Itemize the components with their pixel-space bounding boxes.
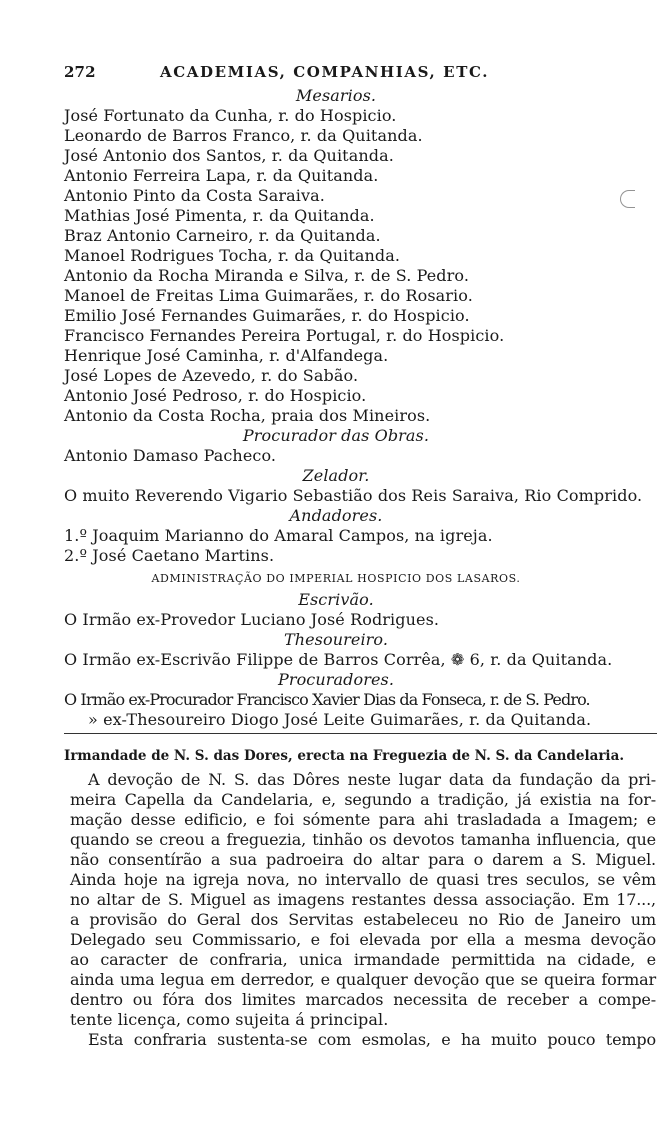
escrivao-heading: Escrivão. bbox=[298, 590, 374, 609]
paragraph-line: ainda uma legua em derredor, e qualquer devoção que se queira formar bbox=[70, 970, 656, 989]
list-item: Mathias José Pimenta, r. da Quitanda. bbox=[64, 206, 375, 225]
paragraph-line: no altar de S. Miguel as imagens restantes dessa associação. Em 17..., bbox=[70, 890, 656, 909]
andadores-heading: Andadores. bbox=[289, 506, 383, 525]
paragraph-line: quando se creou a freguezia, tinhão os devotos tamanha influencia, que bbox=[70, 830, 656, 849]
list-item: Henrique José Caminha, r. d'Alfandega. bbox=[64, 346, 389, 365]
list-item: Leonardo de Barros Franco, r. da Quitanda. bbox=[64, 126, 423, 145]
list-item: Antonio Ferreira Lapa, r. da Quitanda. bbox=[64, 166, 379, 185]
paragraph-line: não consentírão a sua padroeira do altar para o darem a S. Miguel. bbox=[70, 850, 656, 869]
section-divider bbox=[64, 733, 657, 734]
procurador-heading: Procurador das Obras. bbox=[242, 426, 430, 445]
list-item: José Lopes de Azevedo, r. do Sabão. bbox=[64, 366, 359, 385]
paragraph-line: a provisão do Geral dos Servitas estabeleceu no Rio de Janeiro um bbox=[70, 910, 656, 929]
zelador-name: O muito Reverendo Vigario Sebastião dos Reis Saraiva, Rio Comprido. bbox=[64, 486, 643, 505]
list-item: Manoel Rodrigues Tocha, r. da Quitanda. bbox=[64, 246, 401, 265]
paragraph-line: dentro ou fóra dos limites marcados necessita de receber a compe- bbox=[70, 990, 656, 1009]
list-item: Antonio José Pedroso, r. do Hospicio. bbox=[64, 386, 367, 405]
list-item: O Irmão ex-Procurador Francisco Xavier Dias da Fonseca, r. de S. Pedro. bbox=[64, 690, 590, 709]
list-item: Francisco Fernandes Pereira Portugal, r. do Hospicio. bbox=[64, 326, 505, 345]
irmandade-title: Irmandade de N. S. das Dores, erecta na Freguezia de N. S. da Candelaria. bbox=[64, 748, 625, 764]
list-item: 2.º José Caetano Martins. bbox=[64, 546, 275, 565]
paragraph-line: mação desse edificio, e foi sómente para ahi trasladada a Imagem; e bbox=[70, 810, 656, 829]
procuradores-heading: Procuradores. bbox=[277, 670, 395, 689]
margin-mark-icon bbox=[620, 190, 635, 208]
paragraph-line: Ainda hoje na igreja nova, no intervallo de quasi tres seculos, se vêm bbox=[70, 870, 656, 889]
mesarios-heading: Mesarios. bbox=[295, 86, 377, 105]
paragraph-line: Delegado seu Commissario, e foi elevada por ella a mesma devoção bbox=[70, 930, 656, 949]
zelador-heading: Zelador. bbox=[302, 466, 370, 485]
paragraph-line: Esta confraria sustenta-se com esmolas, e ha muito pouco tempo bbox=[88, 1030, 656, 1049]
page-number: 272 bbox=[64, 63, 96, 81]
list-item: Antonio da Rocha Miranda e Silva, r. de S. Pedro. bbox=[64, 266, 470, 285]
administration-heading: ADMINISTRAÇÃO DO IMPERIAL HOSPICIO DOS LASAROS. bbox=[151, 572, 521, 585]
list-item: 1.º Joaquim Marianno do Amaral Campos, na igreja. bbox=[64, 526, 493, 545]
list-item: José Antonio dos Santos, r. da Quitanda. bbox=[64, 146, 394, 165]
list-item: Emilio José Fernandes Guimarães, r. do Hospicio. bbox=[64, 306, 470, 325]
list-item: Manoel de Freitas Lima Guimarães, r. do Rosario. bbox=[64, 286, 473, 305]
paragraph-line: tente licença, como sujeita á principal. bbox=[70, 1010, 389, 1029]
list-item: Antonio da Costa Rocha, praia dos Mineiros. bbox=[64, 406, 431, 425]
thesoureiro-name: O Irmão ex-Escrivão Filippe de Barros Corrêa, ❁ 6, r. da Quitanda. bbox=[64, 650, 613, 669]
paragraph-line: A devoção de N. S. das Dôres neste lugar data da fundação da pri- bbox=[88, 770, 656, 789]
running-title: ACADEMIAS, COMPANHIAS, ETC. bbox=[160, 63, 490, 81]
paragraph-line: meira Capella da Candelaria, e, segundo a tradição, já existia na for- bbox=[70, 790, 656, 809]
thesoureiro-heading: Thesoureiro. bbox=[283, 630, 389, 649]
paragraph-line: ao caracter de confraria, unica irmandade permittida na cidade, e bbox=[70, 950, 656, 969]
list-item: » ex-Thesoureiro Diogo José Leite Guimarães, r. da Quitanda. bbox=[88, 710, 592, 729]
procurador-name: Antonio Damaso Pacheco. bbox=[64, 446, 277, 465]
list-item: Antonio Pinto da Costa Saraiva. bbox=[64, 186, 325, 205]
list-item: José Fortunato da Cunha, r. do Hospicio. bbox=[64, 106, 397, 125]
list-item: Braz Antonio Carneiro, r. da Quitanda. bbox=[64, 226, 381, 245]
escrivao-name: O Irmão ex-Provedor Luciano José Rodrigues. bbox=[64, 610, 440, 629]
